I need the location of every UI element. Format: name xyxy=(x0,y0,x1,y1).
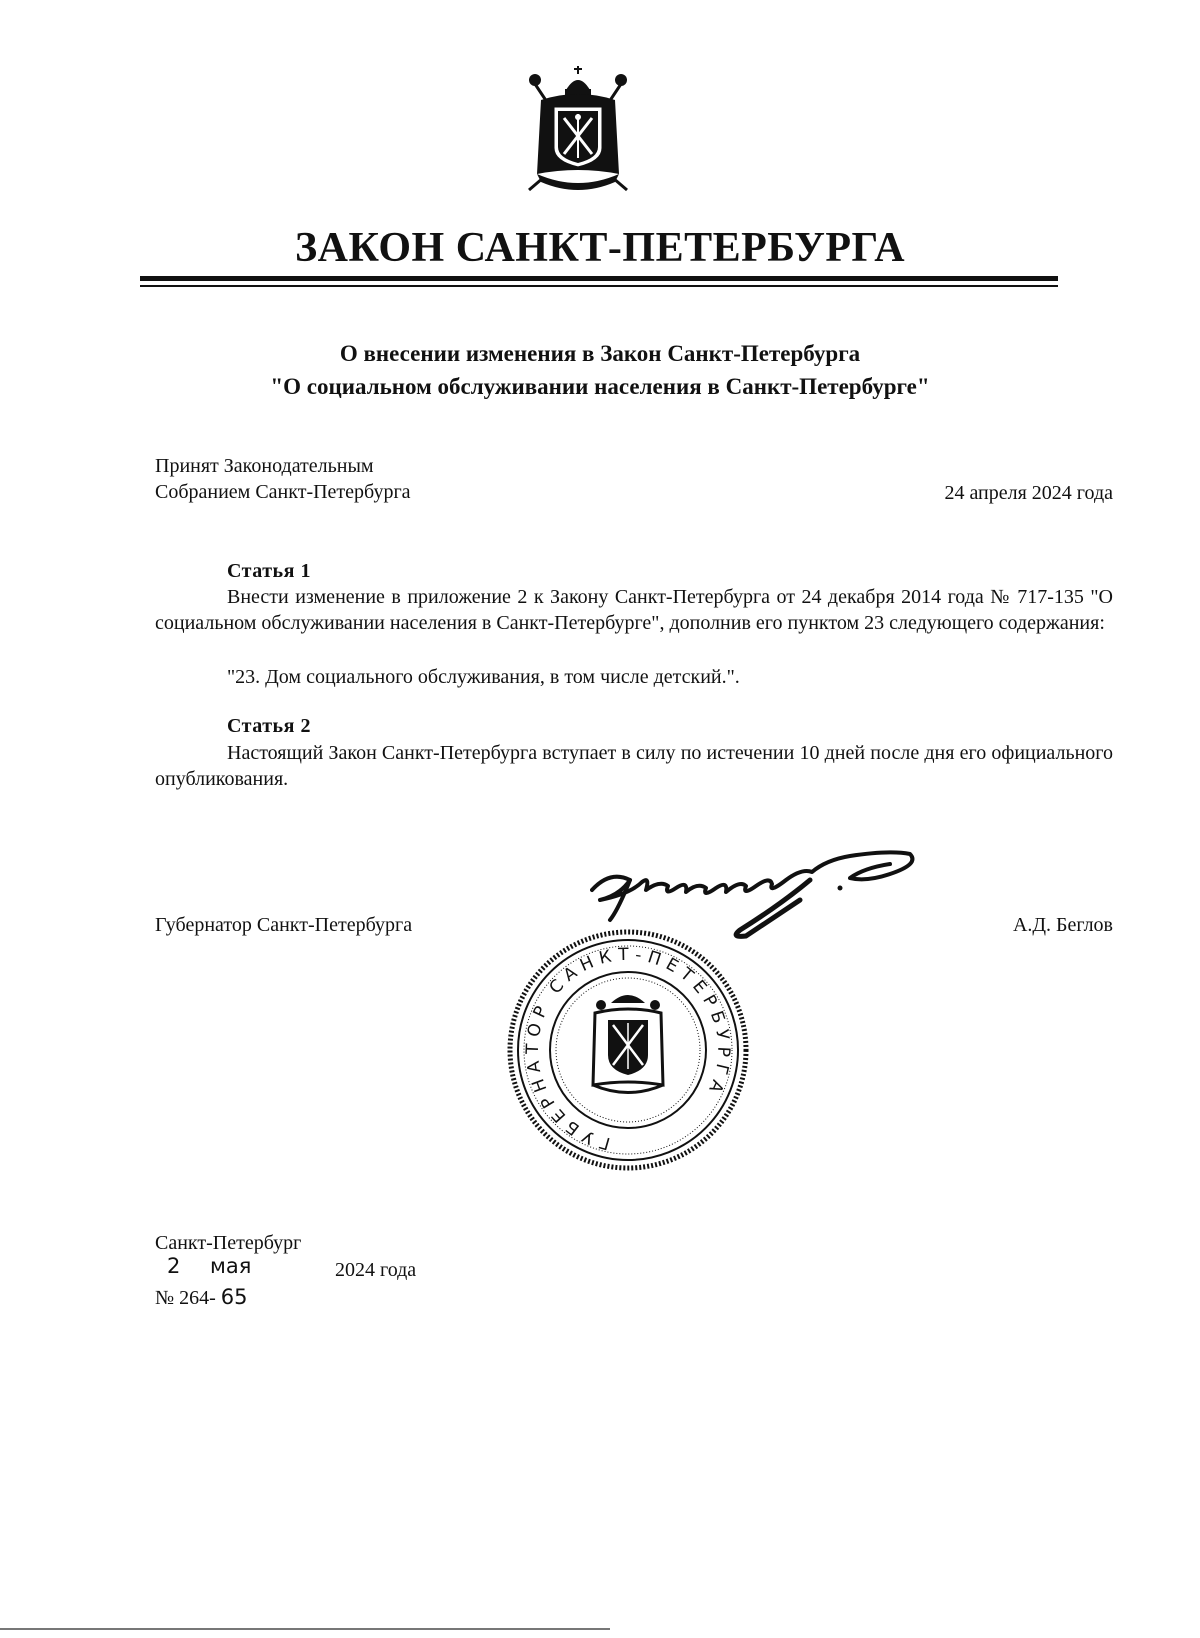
law-number-prefix: № 264- xyxy=(155,1287,216,1309)
subject-line-1: О внесении изменения в Закон Санкт-Петербурга xyxy=(339,341,861,366)
signing-day: 2 xyxy=(167,1254,181,1278)
official-seal xyxy=(503,925,753,1175)
law-number-suffix: 65 xyxy=(220,1285,248,1309)
signing-year: 2024 года xyxy=(335,1259,417,1281)
governor-signature xyxy=(590,850,960,960)
adoption-line-2: Собранием Санкт-Петербурга xyxy=(155,481,411,503)
article-2-text: Настоящий Закон Санкт-Петербурга вступает в силу по истечении 10 дней после дня его официального опубликования. xyxy=(155,742,1113,790)
article-1-heading: Статья 1 xyxy=(227,560,311,582)
article-1-quote: "23. Дом социального обслуживания, в том числе детский.". xyxy=(227,666,740,688)
adoption-body xyxy=(155,453,555,505)
coat-of-arms-emblem xyxy=(523,62,633,194)
governor-name: А.Д. Беглов xyxy=(1012,914,1113,936)
seal-text: ГУБЕРНАТОР САНКТ-ПЕТЕРБУРГА xyxy=(522,944,734,1154)
law-title: ЗАКОН САНКТ-ПЕТЕРБУРГА xyxy=(294,225,906,271)
law-number xyxy=(155,1284,247,1311)
adoption-line-1: Принят Законодательным xyxy=(155,455,374,477)
signing-month: мая xyxy=(210,1254,252,1278)
scan-bottom-edge xyxy=(0,1628,610,1630)
law-subject xyxy=(0,337,1200,403)
subject-line-2: "О социальном обслуживании населения в Санкт-Петербурге" xyxy=(270,374,930,399)
article-1-text: Внести изменение в приложение 2 к Закону Санкт-Петербурга от 24 декабря 2014 года № 717-135 "О социальном обслуживании населения в Санкт-Петербурге", дополнив его пунктом 23 следующего содержания: xyxy=(155,586,1113,634)
signing-date xyxy=(155,1254,455,1283)
place-of-signing: Санкт-Петербург xyxy=(155,1232,302,1254)
adoption-date: 24 апреля 2024 года xyxy=(944,482,1113,504)
title-underline-thin xyxy=(140,285,1058,287)
article-2-heading: Статья 2 xyxy=(227,715,311,737)
governor-title: Губернатор Санкт-Петербурга xyxy=(155,914,413,936)
title-underline-thick xyxy=(140,276,1058,281)
